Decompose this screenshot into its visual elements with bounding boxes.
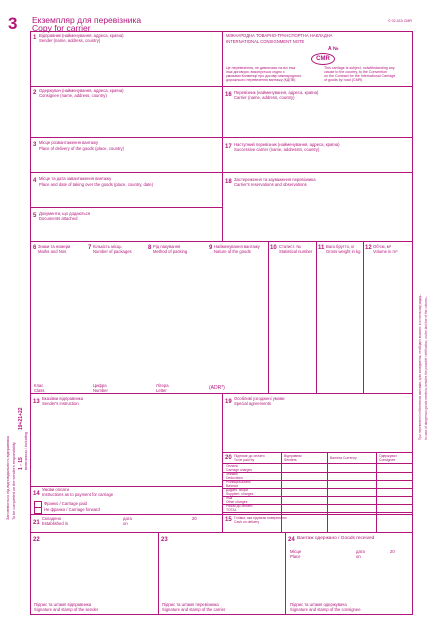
- field-10-num: 10: [270, 245, 277, 251]
- col-10-line: [268, 241, 269, 393]
- pay-col-2: [327, 452, 328, 514]
- pay-col-1: [281, 452, 282, 514]
- title-en: Copy for carrier: [32, 23, 91, 33]
- field-24-place-uk: Місце: [290, 549, 302, 554]
- charge-label-en: Deductions: [226, 475, 243, 480]
- intro-left-1: Це перевезення, не дивлячись на всі інші: [226, 66, 296, 70]
- sig-carrier-en: Signature and stamp of the carrier: [162, 607, 226, 612]
- col-11-line: [316, 241, 317, 393]
- field-21-date-en: on: [123, 521, 128, 526]
- pay-head-line: [222, 463, 413, 464]
- row-line-3: [30, 172, 413, 173]
- intro-left-4: дорожнього перевезення вантажу (КДПВ): [226, 78, 296, 82]
- field-21-num: 21: [33, 520, 40, 526]
- field-6-num: 6: [33, 245, 37, 251]
- f15-col-2: [327, 514, 328, 532]
- field-8-num: 8: [148, 245, 152, 251]
- pay-top: [222, 452, 413, 453]
- field-9-uk: Найменування вантажу: [214, 244, 260, 249]
- pay-sender-en: Senders: [284, 458, 297, 462]
- field-21-en: Established in: [42, 521, 69, 526]
- left-side-text-1: Заповнюється під відповідальність відправника: [6, 435, 10, 520]
- field-10-uk: Статист. №: [279, 244, 301, 249]
- pay-col-3: [376, 452, 377, 514]
- field-4-num: 4: [33, 178, 37, 184]
- sig-sender-uk: Підпис та штамп відправника: [34, 602, 92, 607]
- charge-label-en: Carriage charges: [226, 467, 253, 472]
- field-1-en: Sender (name, address, country): [39, 38, 101, 43]
- field-14-uk: Умови оплати: [42, 487, 69, 492]
- intro-right-1: This carriage is subject, notwithstanding any: [324, 66, 395, 70]
- f15-col-3: [376, 514, 377, 532]
- frame-right: [412, 31, 413, 615]
- field-12-num: 12: [365, 245, 372, 251]
- intro-title-en: INTERNATIONAL CONSIGNMENT NOTE: [226, 39, 305, 44]
- field-9-en: Nature of the goods: [214, 249, 251, 254]
- carriage-paid-label: Франко / Carriage paid: [44, 501, 87, 506]
- field-13-uk: Вказівки відправника: [42, 396, 84, 401]
- field-7-num: 7: [88, 245, 92, 251]
- left-code-1: 1 - 15: [18, 457, 24, 470]
- number-en: Number: [93, 388, 108, 393]
- field-4-en: Place and date of taking over the goods (place, country, date): [39, 182, 153, 187]
- pay-currency: Валюта: [330, 456, 342, 460]
- title-uk: Екземпляр для перевізника: [32, 15, 142, 25]
- field-20-num: 20: [225, 455, 232, 461]
- row-line-21: [30, 514, 413, 515]
- pay-consignee-uk: Одержувач: [379, 454, 397, 458]
- charge-label-en: Other charges: [226, 499, 248, 504]
- row-line-2: [30, 137, 413, 138]
- charge-label-uk: Додатк. збори: [226, 488, 248, 492]
- field-24-num: 24: [288, 537, 295, 543]
- sig-sender-en: Signature and stamp of the sender: [34, 607, 99, 612]
- field-13-en: Sender's instruction: [42, 401, 79, 406]
- carriage-forward-label: Не франко / Carriage forward: [44, 507, 100, 512]
- field-2-uk: Одержувач (найменування, адреса, країна): [39, 88, 124, 93]
- copy-number: 3: [8, 14, 18, 33]
- field-15-en: Cash on delivery: [234, 520, 260, 524]
- row-line-5: [30, 241, 413, 242]
- adr-label: (ADR*): [209, 385, 225, 391]
- field-15-num: 15: [225, 517, 232, 523]
- field-2-num: 2: [33, 90, 37, 96]
- field-11-en: Gross weight in kg: [326, 249, 361, 254]
- intro-right-3: on the Contract for the International Carriage: [324, 74, 396, 78]
- col-12-line: [363, 241, 364, 393]
- right-side-text-2: In case of dangerous goods mention, besides the possible certification, on the last line of the column...: [424, 295, 428, 440]
- intro-left-2: інші договори, виконується згідно з: [226, 70, 285, 74]
- field-24-text: Вантаж одержано / Goods received: [297, 536, 375, 541]
- intro-title-uk: МІЖНАРОДНА ТОВАРНО-ТРАНСПОРТНА НАКЛАДНА: [226, 33, 333, 38]
- field-3-num: 3: [33, 142, 37, 148]
- number-uk: Цифра: [93, 383, 107, 388]
- field-14-en: Instructions as to payment for carriage: [42, 492, 114, 497]
- field-7-uk: Кількість місць: [93, 244, 122, 249]
- charge-label-en: TOTAL: [226, 507, 237, 512]
- pay-currency-en: Currency: [343, 456, 357, 460]
- field-21-date-uk: дата: [123, 516, 132, 521]
- field-20-uk: Підлягає до оплати: [234, 454, 265, 458]
- field-18-en: Carrier's reservations and observations: [234, 182, 307, 187]
- field-18-num: 18: [225, 179, 232, 185]
- field-24-place-en: Place: [290, 554, 301, 559]
- charge-label-uk: Різниця/Баланс: [226, 480, 251, 484]
- field-15-uk: Готівка, яка підлягає поверненню: [234, 516, 287, 520]
- field-1-num: 1: [33, 35, 37, 41]
- field-24-date-uk: дата: [356, 549, 365, 554]
- field-4-uk: Місце та дата завантаження вантажу: [39, 176, 112, 181]
- sig-consignee-uk: Підпис та штамп одержувача: [290, 602, 347, 607]
- top-right-note: © 02-010 CMR: [388, 19, 413, 23]
- field-24-date-en: on: [356, 554, 361, 559]
- charge-label-uk: Знижки: [226, 472, 238, 476]
- field-12-uk: Об'єм, м³: [373, 244, 392, 249]
- field-8-en: Method of packing: [153, 249, 188, 254]
- f15-col-1: [281, 514, 282, 532]
- field-24-year: 20: [390, 549, 395, 554]
- intro-right-2: clause to the country, to the Convention: [324, 70, 388, 74]
- col-23-line: [158, 532, 159, 614]
- frame-bottom: [30, 614, 413, 615]
- left-code-2: 19+21+22: [18, 407, 24, 430]
- intro-right-4: of goods by road (CMR): [324, 78, 363, 82]
- field-10-en: Statistical number: [279, 249, 313, 254]
- col-24-line: [285, 532, 286, 614]
- letter-uk: Літера: [156, 383, 169, 388]
- field-21-uk: Складено: [42, 516, 62, 521]
- field-6-en: Marks and Nos: [38, 249, 67, 254]
- row-line-4: [30, 207, 223, 208]
- intro-left-3: умовами Конвенції про договір міжнародного: [226, 74, 302, 78]
- field-16-en: Carrier (name, address, country): [234, 95, 295, 100]
- left-small: включаючи / including: [24, 432, 28, 470]
- left-side-text-2: To be completed on the sender's responsibility: [12, 442, 16, 520]
- sig-carrier-uk: Підпис та штамп перевізника: [162, 602, 219, 607]
- field-5-num: 5: [33, 213, 37, 219]
- field-19-num: 19: [225, 399, 232, 405]
- charge-label-uk: Оплата: [226, 464, 238, 468]
- charge-label-en: Balance: [226, 483, 239, 488]
- charge-label-en: Supplem. charges: [226, 491, 254, 496]
- field-1-uk: Відправник (найменування, адреса, країна): [39, 33, 124, 38]
- frame-left: [30, 31, 31, 615]
- field-17-uk: Наступний перевізник (найменування, адреса, країна): [234, 142, 340, 147]
- field-16-uk: Перевізник (найменування, адреса, країна): [234, 90, 319, 95]
- sig-consignee-en: Signature and stamp of the consignee: [290, 607, 361, 612]
- row-line-22: [30, 532, 413, 533]
- carriage-forward-checkbox[interactable]: [34, 507, 42, 514]
- field-17-num: 17: [225, 144, 232, 150]
- field-3-uk: Місце розвантаження вантажу: [39, 140, 99, 145]
- field-18-uk: Застереження та зауваження перевізника: [234, 177, 316, 182]
- field-13-num: 13: [33, 399, 40, 405]
- charge-label-uk: Інші: [226, 496, 233, 500]
- field-3-en: Place of delivery of the goods (place, country): [39, 146, 124, 151]
- field-2-en: Consignee (name, address, country): [39, 93, 107, 98]
- right-side-text-1: При перевезенні небезпечних вантажів, крім засвідчення, необхідно вказати: в останньому рядку...: [418, 293, 422, 440]
- field-11-num: 11: [318, 245, 325, 251]
- field-7-en: Number of packages: [93, 249, 132, 254]
- field-19-uk: Особливі узгоджені умови: [234, 396, 285, 401]
- field-12-en: Volume in m³: [373, 249, 398, 254]
- field-11-uk: Вага брутто, кг: [326, 244, 355, 249]
- field-5-uk: Документи, що додаються: [39, 211, 91, 216]
- field-20-en: To be paid by: [234, 458, 255, 462]
- field-6-uk: Знаки та номери: [38, 244, 71, 249]
- pay-consignee-en: Consignee: [379, 458, 396, 462]
- field-5-en: Documents attached: [39, 216, 78, 221]
- a-no: A №: [328, 46, 339, 52]
- pay-sender-uk: Відправник: [284, 454, 302, 458]
- class-uk: Клас: [34, 383, 44, 388]
- field-21-year: 20: [192, 516, 197, 521]
- field-22-num: 22: [33, 537, 40, 543]
- field-16-num: 16: [225, 92, 232, 98]
- charge-label-uk: Разом до оплати: [226, 504, 253, 508]
- field-23-num: 23: [161, 537, 168, 543]
- field-19-en: Special agreements: [234, 401, 272, 406]
- field-14-num: 14: [33, 491, 40, 497]
- class-en: Class: [34, 388, 45, 393]
- cmr-badge: CMR: [311, 53, 335, 65]
- field-17-en: Successive carrier (name, addresstn, country): [234, 147, 320, 152]
- row-line-1: [30, 86, 413, 87]
- divider-upper: [222, 31, 223, 241]
- field-9-num: 9: [209, 245, 213, 251]
- field-8-uk: Рід пакування: [153, 244, 181, 249]
- letter-en: Letter: [156, 388, 167, 393]
